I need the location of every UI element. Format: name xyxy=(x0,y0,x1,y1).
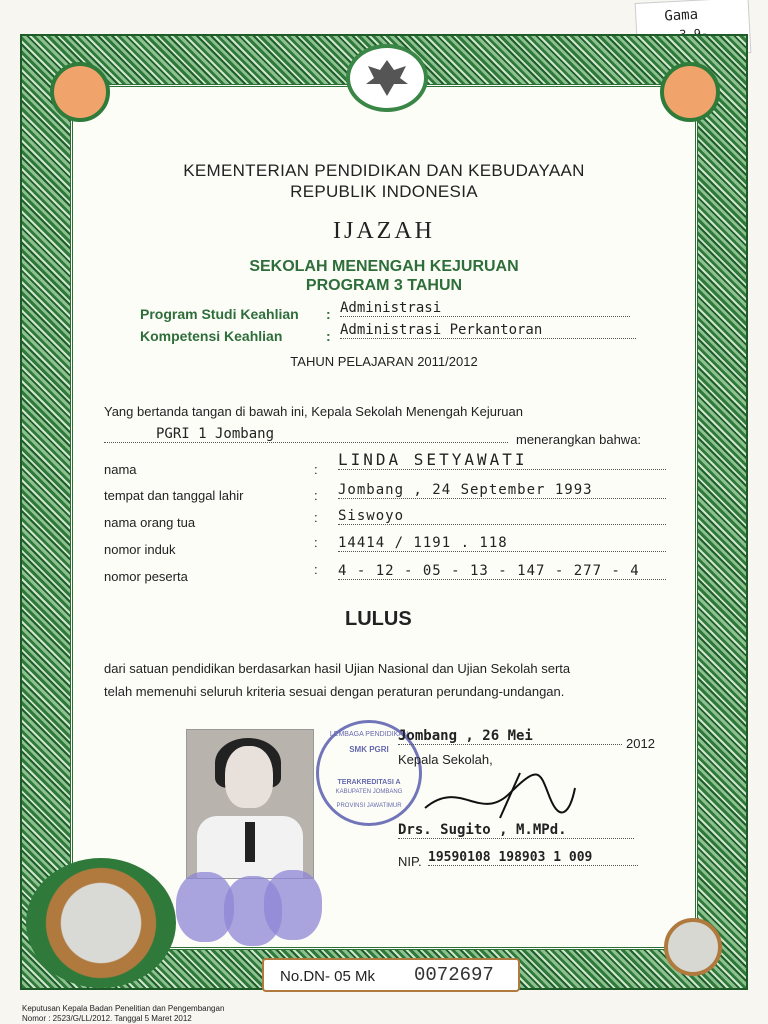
field-label-nama: nama xyxy=(104,462,137,477)
statement-line-1: dari satuan pendidikan berdasarkan hasil Ujian Nasional dan Ujian Sekolah serta xyxy=(104,661,571,676)
intro-suffix: menerangkan bahwa: xyxy=(516,432,642,447)
result-lulus: LULUS xyxy=(345,608,412,630)
school-line-1: SEKOLAH MENENGAH KEJURUAN xyxy=(249,258,519,275)
document-title: IJAZAH xyxy=(333,218,435,244)
kompetensi-label: Kompetensi Keahlian xyxy=(140,328,283,344)
stamp-accreditation: TERAKREDITASI A xyxy=(337,779,401,786)
field-label-nomor-peserta: nomor peserta xyxy=(104,569,188,584)
field-colon: : xyxy=(314,488,318,503)
field-colon: : xyxy=(314,535,318,550)
stamp-ring-text: LEMBAGA PENDIDIKAN xyxy=(329,731,409,738)
footer-note xyxy=(22,1004,224,1024)
signature-scribble-icon xyxy=(420,768,580,828)
serial-number-box xyxy=(262,958,520,992)
intro-line: Yang bertanda tangan di bawah ini, Kepala Sekolah Menengah Kejuruan xyxy=(104,404,523,419)
program-studi-value: Administrasi xyxy=(340,300,630,317)
program-studi-label: Program Studi Keahlian xyxy=(140,306,299,322)
corner-ornament-top-right xyxy=(660,62,720,122)
footer-line-1: Keputusan Kepala Badan Penelitian dan Pengembangan xyxy=(22,1004,225,1013)
serial-number: 0072697 xyxy=(414,964,494,986)
stamp-province: PROVINSI JAWATIMUR xyxy=(336,803,402,809)
field-label-ttl: tempat dan tanggal lahir xyxy=(104,488,244,503)
stamp-school: SMK PGRI xyxy=(349,745,389,754)
sticker-text-1: Gama xyxy=(663,6,699,25)
field-colon: : xyxy=(314,510,318,525)
kompetensi-value: Administrasi Perkantoran xyxy=(340,322,636,339)
school-line-2: PROGRAM 3 TAHUN xyxy=(305,277,463,294)
student-photo xyxy=(186,729,314,879)
ministry-heading xyxy=(0,160,768,202)
field-value-nama: LINDA SETYAWATI xyxy=(338,450,666,470)
ministry-line-1: KEMENTERIAN PENDIDIKAN DAN KEBUDAYAAN xyxy=(183,161,585,180)
nip-label: NIP. xyxy=(398,854,422,869)
field-colon: : xyxy=(314,562,318,577)
field-label-orang-tua: nama orang tua xyxy=(104,515,196,530)
field-colon: : xyxy=(314,462,318,477)
serial-prefix: No.DN- 05 Mk xyxy=(280,968,376,985)
field-value-ttl: Jombang , 24 September 1993 xyxy=(338,482,666,499)
stamp-district: KABUPATEN JOMBANG xyxy=(335,789,403,795)
ministry-line-2: REPUBLIK INDONESIA xyxy=(290,182,478,201)
nip-value: 19590108 198903 1 009 xyxy=(428,850,638,866)
program-studi-colon: : xyxy=(326,306,331,322)
field-value-nomor-peserta: 4 - 12 - 05 - 13 - 147 - 277 - 4 xyxy=(338,563,666,580)
hologram-seal-icon xyxy=(664,918,722,976)
school-type-heading xyxy=(0,257,768,295)
kompetensi-colon: : xyxy=(326,328,331,344)
footer-line-2: Nomor : 2523/G/LL/2012. Tanggal 5 Maret 2012 xyxy=(22,1014,192,1023)
signature-role: Kepala Sekolah, xyxy=(398,752,493,767)
corner-ornament-top-left xyxy=(50,62,110,122)
field-value-orang-tua: Siswoyo xyxy=(338,508,666,525)
statement-line-2: telah memenuhi seluruh kriteria sesuai dengan peraturan perundang-undangan. xyxy=(104,684,565,699)
garuda-emblem-icon xyxy=(346,44,428,112)
field-label-nomor-induk: nomor induk xyxy=(104,542,176,557)
school-name: PGRI 1 Jombang xyxy=(104,426,508,443)
thumbprint-3 xyxy=(264,870,322,940)
tut-wuri-seal-icon xyxy=(26,858,176,988)
field-value-nomor-induk: 14414 / 1191 . 118 xyxy=(338,535,666,552)
signature-year: 2012 xyxy=(626,736,655,751)
signature-name: Drs. Sugito , M.MPd. xyxy=(398,822,634,839)
school-year: TAHUN PELAJARAN 2011/2012 xyxy=(290,354,478,369)
signature-place-date: Jombang , 26 Mei xyxy=(398,728,622,745)
